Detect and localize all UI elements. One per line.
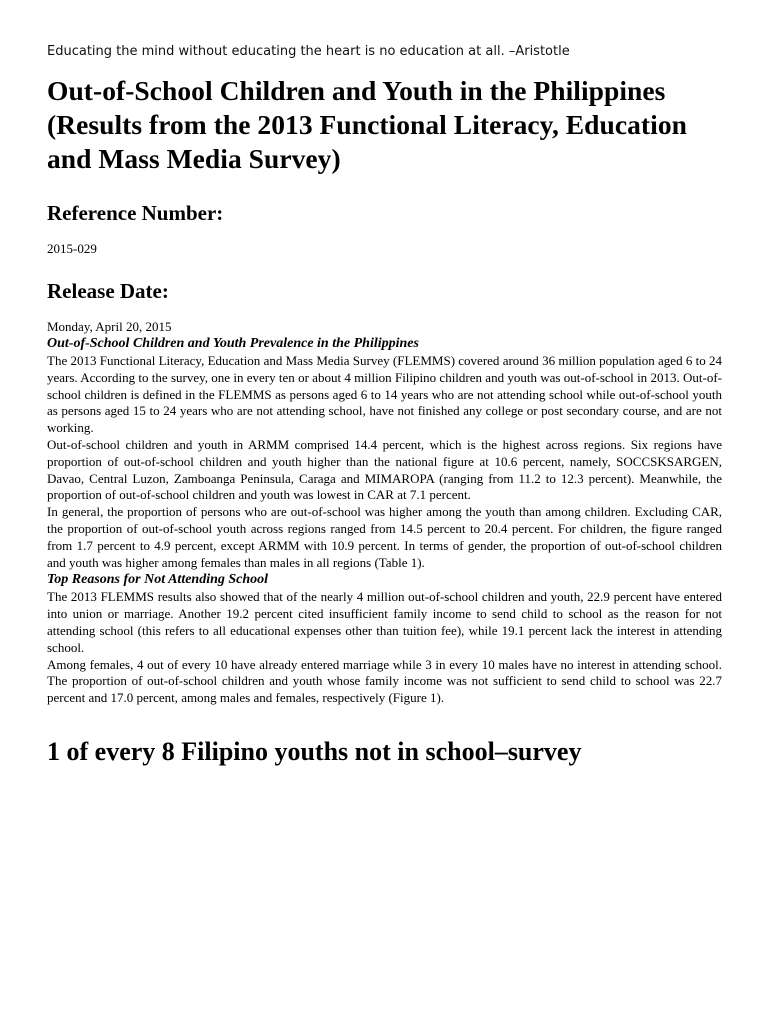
document-page bbox=[47, 0, 722, 768]
reference-number-label: Reference Number: bbox=[47, 201, 224, 225]
paragraph: The 2013 Functional Literacy, Education and Mass Media Survey (FLEMMS) covered around 36 million population aged 6 to 24 years. According to the survey, one in every ten or about 4 million Filipino children and youth was out-of-school in 2013. Out-of-school children is defined in the FLEMMS as persons aged 6 to 14 years who are not attending school while out-of-school youth as persons aged 15 to 24 years who are not attending school, have not finished any college or post secondary course, and are not working. bbox=[47, 353, 722, 436]
paragraph: Among females, 4 out of every 10 have already entered marriage while 3 in every 10 males have no interest in attending school. The proportion of out-of-school children and youth whose family income was not sufficient to send child to school was 22.7 percent and 17.0 percent, among males and females, respectively (Figure 1). bbox=[47, 656, 722, 706]
page-title: Out-of-School Children and Youth in the Philippines (Results from the 2013 Functional Literacy, Education and Mass Media Survey) bbox=[47, 75, 687, 174]
paragraph: In general, the proportion of persons who are out-of-school was higher among the youth than among children. Excluding CAR, the proportion of out-of-school youth across regions ranged from 14.5 percent to 20.4 percent. For children, the figure ranged from 1.7 percent to 4.9 percent, except ARMM with 10.9 percent. In terms of gender, the proportion of out-of-school children and youth was higher among females than males in all regions (Table 1). bbox=[47, 504, 722, 570]
release-date-label: Release Date: bbox=[47, 279, 169, 303]
section-heading-prevalence: Out-of-School Children and Youth Prevalence in the Philippines bbox=[47, 336, 419, 351]
release-date-value: Monday, April 20, 2015 bbox=[47, 319, 172, 334]
section-heading-reasons: Top Reasons for Not Attending School bbox=[47, 572, 269, 588]
paragraph: Out-of-school children and youth in ARMM comprised 14.4 percent, which is the highest across regions. Six regions have proportion of out-of-school children and youth higher than the national figure at 10.6 percent, namely, SOCCSKSARGEN, Davao, Central Luzon, Zamboanga Peninsula, Caraga and MIMAROPA (ranging from 11.2 to 12.3 percent). Meanwhile, the proportion of out-of-school children and youth was lowest in CAR at 7.1 percent. bbox=[47, 436, 722, 503]
paragraph: The 2013 FLEMMS results also showed that of the nearly 4 million out-of-school children and youth, 22.9 percent have entered into union or marriage. Another 19.2 percent cited insufficient family income to send child to school as the reason for not attending school (this refers to all educational expenses other than tuition fee), while 19.1 percent lack the interest in attending school. bbox=[47, 589, 722, 655]
article-headline: 1 of every 8 Filipino youths not in school–survey bbox=[47, 736, 582, 766]
epigraph-quote: Educating the mind without educating the heart is no education at all. –Aristotle bbox=[47, 44, 570, 59]
reference-number-value: 2015-029 bbox=[47, 241, 97, 256]
